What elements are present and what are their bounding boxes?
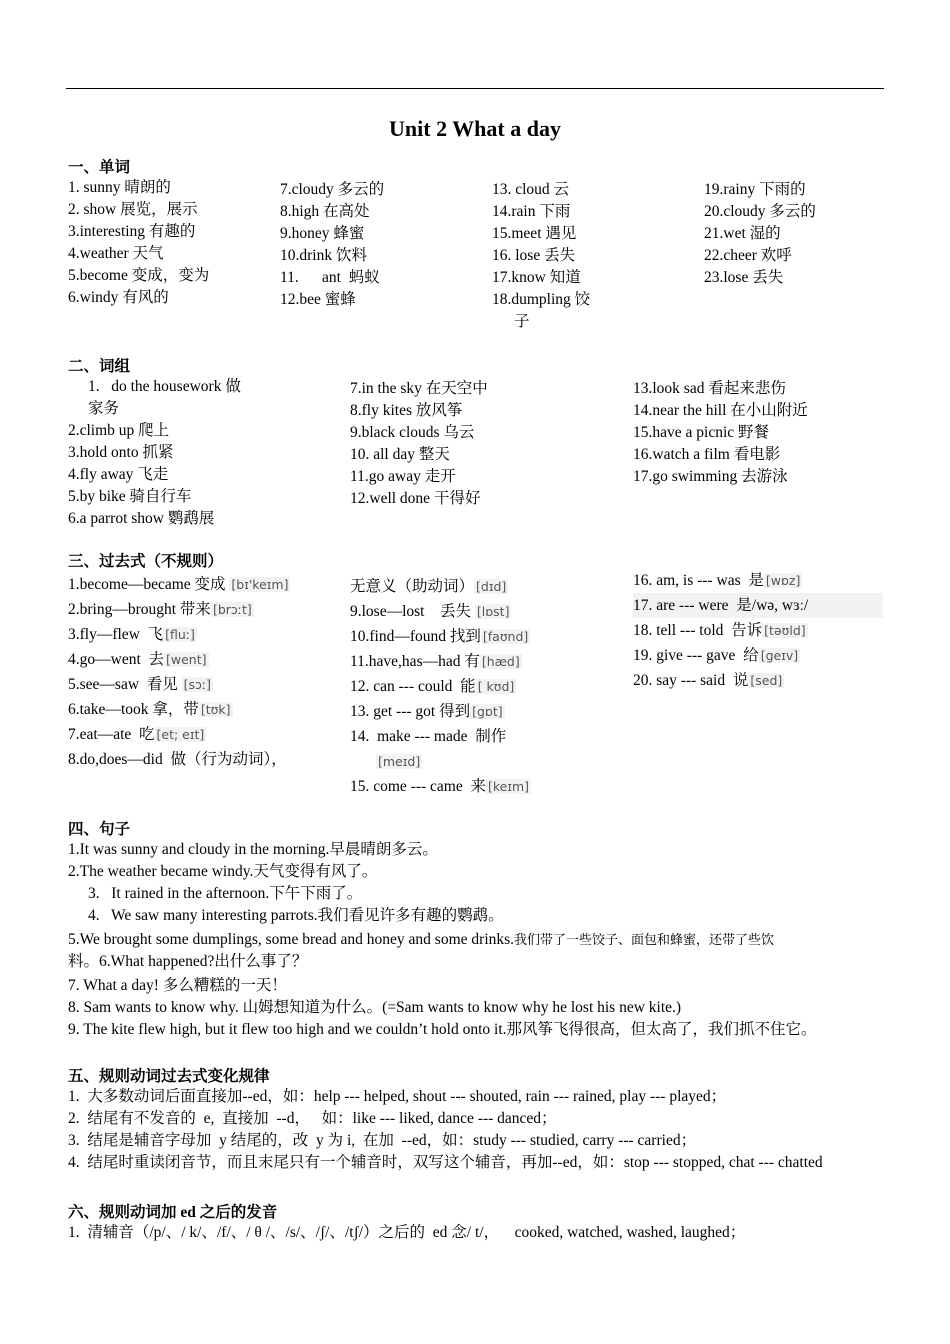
- phrase-item: 4.fly away 飞走: [68, 466, 169, 483]
- words-col-1: [68, 177, 209, 309]
- word-item: 19.rainy 下雨的: [704, 181, 806, 198]
- phrase-item: 10. all day 整天: [350, 446, 450, 463]
- past-item: 13. get --- got 得到 [gɒt]: [350, 703, 503, 720]
- section-heading-ed-pronunciation: 六、规则动词加 ed 之后的发音: [68, 1204, 278, 1221]
- sentence: 7. What a day! 多么糟糕的一天！: [68, 977, 287, 994]
- word-item: 6.windy 有风的: [68, 289, 169, 306]
- sentence: 3. It rained in the afternoon.下午下雨了。: [88, 885, 363, 902]
- section-heading-regular-rules: 五、规则动词过去式变化规律: [68, 1068, 270, 1085]
- section-heading-words: 一、单词: [68, 159, 131, 176]
- past-item: 10.find—found 找到 [faʊnd]: [350, 628, 529, 645]
- sentence: 8. Sam wants to know why. 山姆想知道为什么。(=Sam wants to know why he lost his new kite.): [68, 999, 682, 1016]
- past-item: 4.go—went 去 [went]: [68, 651, 207, 668]
- word-item: 15.meet 遇见: [492, 225, 577, 242]
- word-item: 20.cloudy 多云的: [704, 203, 816, 220]
- word-item: 2. show 展览，展示: [68, 201, 198, 218]
- past-item: 17. are --- were 是/wə, wɜː/: [633, 593, 883, 618]
- past-item: 19. give --- gave 给 [geɪv]: [633, 647, 799, 664]
- past-item: 7.eat—ate 吃 [et; eɪt]: [68, 726, 205, 743]
- phonetic: [lɒst]: [476, 604, 510, 619]
- phonetic: [wɒz]: [765, 573, 801, 588]
- sentence: 9. The kite flew high, but it flew too high and we couldn’t hold onto it.那风筝飞得很高，但太高了，我们抓不住它。: [68, 1021, 817, 1038]
- phrase-item: 14.near the hill 在小山附近: [633, 402, 808, 419]
- word-item: 12.bee 蜜蜂: [280, 291, 356, 308]
- phrase-item: 2.climb up 爬上: [68, 422, 170, 439]
- words-col-3: [492, 179, 590, 333]
- sentence: 5.We brought some dumplings, some bread and honey and some drinks.我们带了一些饺子、面包和蜂蜜，还带了些饮: [68, 931, 775, 948]
- pron-item: 1. 清辅音（/p/、/ k/、/f/、/ θ /、/s/、/ʃ/、/tʃ/）之后的 ed 念/ t/， cooked, watched, washed, laughed；: [68, 1224, 746, 1241]
- past-item: 11.have,has—had 有 [hæd]: [350, 653, 520, 670]
- past-item: 14. make --- made 制作: [350, 728, 507, 745]
- word-item: 7.cloudy 多云的: [280, 181, 385, 198]
- phrase-item: 1. do the housework 做: [88, 378, 241, 395]
- phonetic: [faʊnd]: [482, 629, 529, 644]
- phonetic: [geɪv]: [760, 648, 799, 663]
- phrase-item: 12.well done 干得好: [350, 490, 481, 507]
- sentence: 1.It was sunny and cloudy in the morning.早晨晴朗多云。: [68, 841, 438, 858]
- past-item: 2.bring—brought 带来 [brɔːt]: [68, 601, 252, 618]
- page-title: Unit 2 What a day: [389, 116, 561, 141]
- section-heading-phrases: 二、词组: [68, 358, 131, 375]
- word-item: 5.become 变成，变为: [68, 267, 210, 284]
- phrase-item: 家务: [88, 400, 120, 417]
- rule-item: 3. 结尾是辅音字母加 y 结尾的，改 y 为 i, 在加 --ed，如：study --- studied, carry --- carried；: [68, 1132, 697, 1149]
- phonetic: [et; eɪt]: [156, 727, 205, 742]
- word-item: 17.know 知道: [492, 269, 581, 286]
- past-item: 18. tell --- told 告诉 [təʊld]: [633, 622, 806, 639]
- past-item: 15. come --- came 来 [keɪm]: [350, 778, 530, 795]
- phonetic: [meɪd]: [378, 754, 421, 769]
- word-item: 22.cheer 欢呼: [704, 247, 792, 264]
- word-item: 3.interesting 有趣的: [68, 223, 196, 240]
- phonetic: [sed]: [750, 673, 783, 688]
- phrase-item: 5.by bike 骑自行车: [68, 488, 192, 505]
- phonetic: [fluː]: [165, 627, 195, 642]
- rules-block: [68, 1086, 888, 1174]
- section-heading-sentences: 四、句子: [68, 821, 131, 838]
- past-item: 9.lose—lost 丢失 [lɒst]: [350, 603, 510, 620]
- phonetic: [ kʊd]: [477, 679, 515, 694]
- word-item: 21.wet 湿的: [704, 225, 781, 242]
- phonetic: [went]: [166, 652, 207, 667]
- phonetic: [sɔː]: [183, 677, 211, 692]
- section-heading-past-tense: 三、过去式（不规则）: [68, 553, 224, 570]
- word-item: 10.drink 饮料: [280, 247, 367, 264]
- word-item: 8.high 在高处: [280, 203, 370, 220]
- word-item: 23.lose 丢失: [704, 269, 784, 286]
- phonetic: [gɒt]: [472, 704, 503, 719]
- pronunciation-block: [68, 1222, 888, 1244]
- past-item: 20. say --- said 说 [sed]: [633, 672, 783, 689]
- phonetic: [tʊk]: [200, 702, 231, 717]
- sentences-block: [68, 839, 888, 1041]
- phrase-item: 8.fly kites 放风筝: [350, 402, 463, 419]
- phonetic: [hæd]: [481, 654, 520, 669]
- words-col-4: [704, 179, 816, 289]
- past-item: 无意义（助动词） [dɪd]: [350, 578, 507, 595]
- word-item: 1. sunny 晴朗的: [68, 179, 171, 196]
- sentence: 4. We saw many interesting parrots.我们看见许多有趣的鹦鹉。: [88, 907, 504, 924]
- phrases-col-2: [350, 378, 488, 510]
- phrase-item: 6.a parrot show 鹦鹉展: [68, 510, 215, 527]
- past-col-2: [350, 574, 531, 799]
- past-item: 5.see—saw 看见 [sɔː]: [68, 676, 211, 693]
- phonetic: [dɪd]: [476, 579, 507, 594]
- past-item: 8.do,does—did 做（行为动词），: [68, 751, 287, 768]
- word-item: 18.dumpling 饺: [492, 291, 591, 308]
- past-item: 12. can --- could 能 [ kʊd]: [350, 678, 515, 695]
- words-col-2: [280, 179, 384, 311]
- word-item: 子: [514, 313, 530, 330]
- word-item: 16. lose 丢失: [492, 247, 576, 264]
- word-item: 9.honey 蜂蜜: [280, 225, 365, 242]
- past-item: 3.fly—flew 飞 [fluː]: [68, 626, 195, 643]
- past-item: [350, 749, 531, 774]
- phrase-item: 7.in the sky 在天空中: [350, 380, 488, 397]
- phrase-item: 9.black clouds 乌云: [350, 424, 475, 441]
- phrases-col-3: [633, 378, 808, 488]
- phonetic: [brɔːt]: [212, 602, 252, 617]
- rule-item: 1. 大多数动词后面直接加--ed，如：help --- helped, shout --- shouted, rain --- rained, play --- played；: [68, 1088, 727, 1105]
- phonetic: [təʊld]: [764, 623, 806, 638]
- phrase-item: 16.watch a film 看电影: [633, 446, 781, 463]
- phrase-item: 15.have a picnic 野餐: [633, 424, 770, 441]
- past-item: 16. am, is --- was 是 [wɒz]: [633, 572, 801, 589]
- phrase-item: 17.go swimming 去游泳: [633, 468, 788, 485]
- past-col-3: [633, 568, 883, 693]
- past-item: 6.take—took 拿，带 [tʊk]: [68, 701, 231, 718]
- rule-item: 4. 结尾时重读闭音节，而且末尾只有一个辅音时，双写这个辅音，再加--ed，如：stop --- stopped, chat --- chatted: [68, 1154, 823, 1171]
- header-rule: [66, 88, 884, 89]
- phrase-item: 3.hold onto 抓紧: [68, 444, 174, 461]
- past-item: 1.become—became 变成 [bɪ'keɪm]: [68, 576, 289, 593]
- word-item: 14.rain 下雨: [492, 203, 571, 220]
- sentence: 料。6.What happened?出什么事了？: [68, 953, 308, 970]
- phonetic: [bɪ'keɪm]: [231, 577, 289, 592]
- phrase-item: 11.go away 走开: [350, 468, 456, 485]
- word-item: 11. ant 蚂蚁: [280, 269, 380, 286]
- rule-item: 2. 结尾有不发音的 e, 直接加 --d， 如：like --- liked, dance --- danced；: [68, 1110, 557, 1127]
- phrases-col-1: [68, 376, 241, 530]
- word-item: 4.weather 天气: [68, 245, 164, 262]
- sentence: 2.The weather became windy.天气变得有风了。: [68, 863, 378, 880]
- word-item: 13. cloud 云: [492, 181, 570, 198]
- phonetic: [keɪm]: [488, 779, 530, 794]
- past-col-1: [68, 572, 290, 772]
- phrase-item: 13.look sad 看起来悲伤: [633, 380, 786, 397]
